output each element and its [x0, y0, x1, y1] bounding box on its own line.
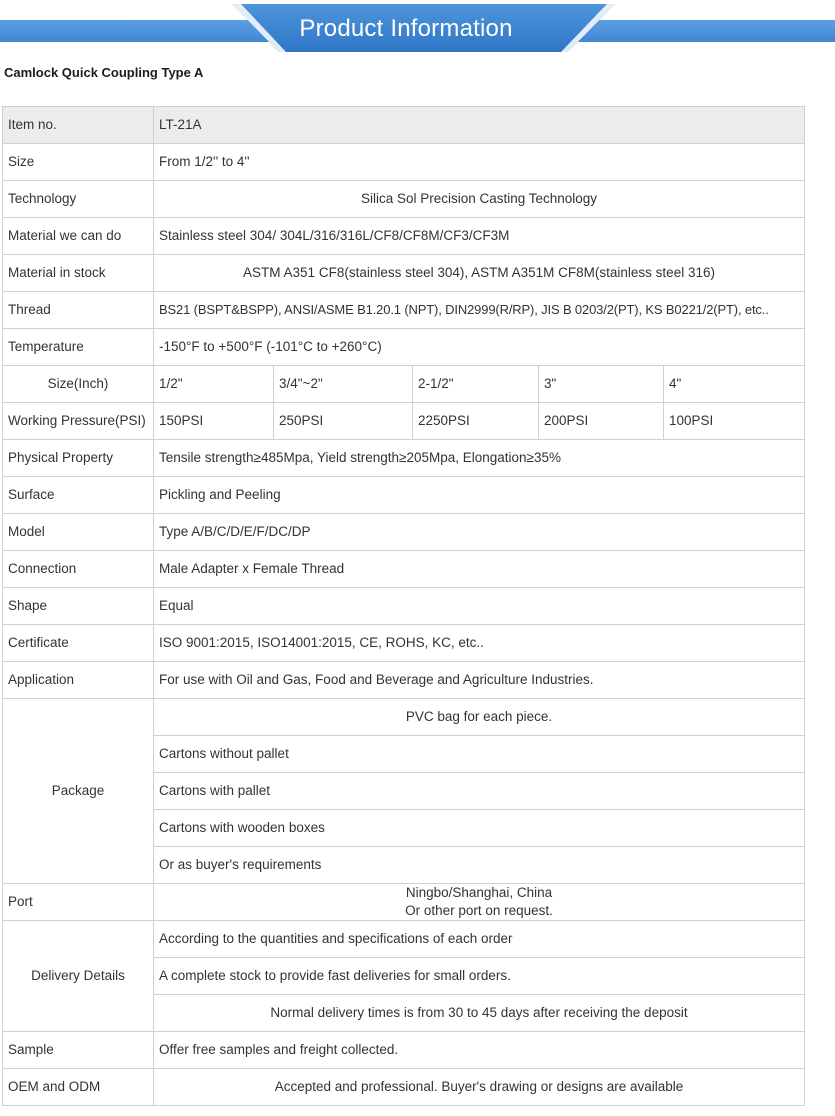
table-row-item-no	[3, 107, 805, 144]
row-value: Male Adapter x Female Thread	[154, 551, 805, 588]
table-row-shape	[3, 588, 805, 625]
table-cell: 3/4"~2"	[274, 366, 413, 403]
table-cell: 150PSI	[154, 403, 274, 440]
table-cell: 2250PSI	[413, 403, 539, 440]
row-value: -150°F to +500°F (-101°C to +260°C)	[154, 329, 805, 366]
row-value: Or as buyer's requirements	[154, 847, 805, 884]
row-label: Working Pressure(PSI)	[3, 403, 154, 440]
table-cell: 250PSI	[274, 403, 413, 440]
row-value: ISO 9001:2015, ISO14001:2015, CE, ROHS, KC, etc..	[154, 625, 805, 662]
table-row-material-we-can-do	[3, 218, 805, 255]
row-value: According to the quantities and specifications of each order	[154, 921, 805, 958]
row-value: For use with Oil and Gas, Food and Beverage and Agriculture Industries.	[154, 662, 805, 699]
row-value: From 1/2'' to 4''	[154, 144, 805, 181]
row-value: Type A/B/C/D/E/F/DC/DP	[154, 514, 805, 551]
table-row-thread	[3, 292, 805, 329]
row-label: Connection	[3, 551, 154, 588]
row-value: BS21 (BSPT&BSPP), ANSI/ASME B1.20.1 (NPT), DIN2999(R/RP), JIS B 0203/2(PT), KS B0221/2(PT), etc..	[154, 292, 805, 329]
table-row-working-pressure	[3, 403, 805, 440]
table-row-technology	[3, 181, 805, 218]
row-value: LT-21A	[154, 107, 805, 144]
row-value: Cartons without pallet	[154, 736, 805, 773]
table-row-application	[3, 662, 805, 699]
row-label: Certificate	[3, 625, 154, 662]
product-title: Camlock Quick Coupling Type A	[4, 65, 204, 80]
row-value: Cartons with pallet	[154, 773, 805, 810]
row-label: Package	[3, 699, 154, 884]
row-value: PVC bag for each piece.	[154, 699, 805, 736]
table-row-sample	[3, 1032, 805, 1069]
row-label: Material in stock	[3, 255, 154, 292]
row-label: Size(Inch)	[3, 366, 154, 403]
table-cell: 2-1/2"	[413, 366, 539, 403]
row-label: Technology	[3, 181, 154, 218]
table-row-oem-odm	[3, 1069, 805, 1106]
row-value: ASTM A351 CF8(stainless steel 304), ASTM A351M CF8M(stainless steel 316)	[154, 255, 805, 292]
row-label: Material we can do	[3, 218, 154, 255]
row-value: Stainless steel 304/ 304L/316/316L/CF8/CF8M/CF3/CF3M	[154, 218, 805, 255]
table-row-size-inch	[3, 366, 805, 403]
table-row-physical-property	[3, 440, 805, 477]
row-value: Cartons with wooden boxes	[154, 810, 805, 847]
port-line: Ningbo/Shanghai, China	[405, 885, 553, 900]
row-value: A complete stock to provide fast deliveries for small orders.	[154, 958, 805, 995]
row-value: Equal	[154, 588, 805, 625]
row-label: OEM and ODM	[3, 1069, 154, 1106]
product-information-banner	[0, 0, 835, 55]
table-row-certificate	[3, 625, 805, 662]
banner-title: Product Information	[299, 15, 513, 42]
table-row-size	[3, 144, 805, 181]
row-label: Surface	[3, 477, 154, 514]
table-cell: 4"	[664, 366, 805, 403]
row-label: Sample	[3, 1032, 154, 1069]
table-row-package	[3, 699, 805, 736]
table-cell: 100PSI	[664, 403, 805, 440]
row-label: Size	[3, 144, 154, 181]
row-label: Model	[3, 514, 154, 551]
table-row-temperature	[3, 329, 805, 366]
table-row-surface	[3, 477, 805, 514]
row-value: Silica Sol Precision Casting Technology	[154, 181, 805, 218]
row-label: Application	[3, 662, 154, 699]
table-cell: 1/2"	[154, 366, 274, 403]
table-row-connection	[3, 551, 805, 588]
row-label: Temperature	[3, 329, 154, 366]
table-row-material-in-stock	[3, 255, 805, 292]
table-cell: 3"	[539, 366, 664, 403]
table-row-model	[3, 514, 805, 551]
row-label: Physical Property	[3, 440, 154, 477]
table-cell: 200PSI	[539, 403, 664, 440]
table-row-port	[3, 884, 805, 921]
row-value	[154, 884, 805, 921]
row-label: Delivery Details	[3, 921, 154, 1032]
row-label: Shape	[3, 588, 154, 625]
port-line: Or other port on request.	[405, 903, 553, 918]
row-label: Item no.	[3, 107, 154, 144]
row-value: Normal delivery times is from 30 to 45 days after receiving the deposit	[154, 995, 805, 1032]
row-value: Offer free samples and freight collected.	[154, 1032, 805, 1069]
row-label: Port	[3, 884, 154, 921]
row-label: Thread	[3, 292, 154, 329]
table-row-delivery	[3, 921, 805, 958]
row-value: Accepted and professional. Buyer's drawing or designs are available	[154, 1069, 805, 1106]
row-value: Tensile strength≥485Mpa, Yield strength≥205Mpa, Elongation≥35%	[154, 440, 805, 477]
row-value: Pickling and Peeling	[154, 477, 805, 514]
product-spec-table	[2, 106, 805, 1106]
